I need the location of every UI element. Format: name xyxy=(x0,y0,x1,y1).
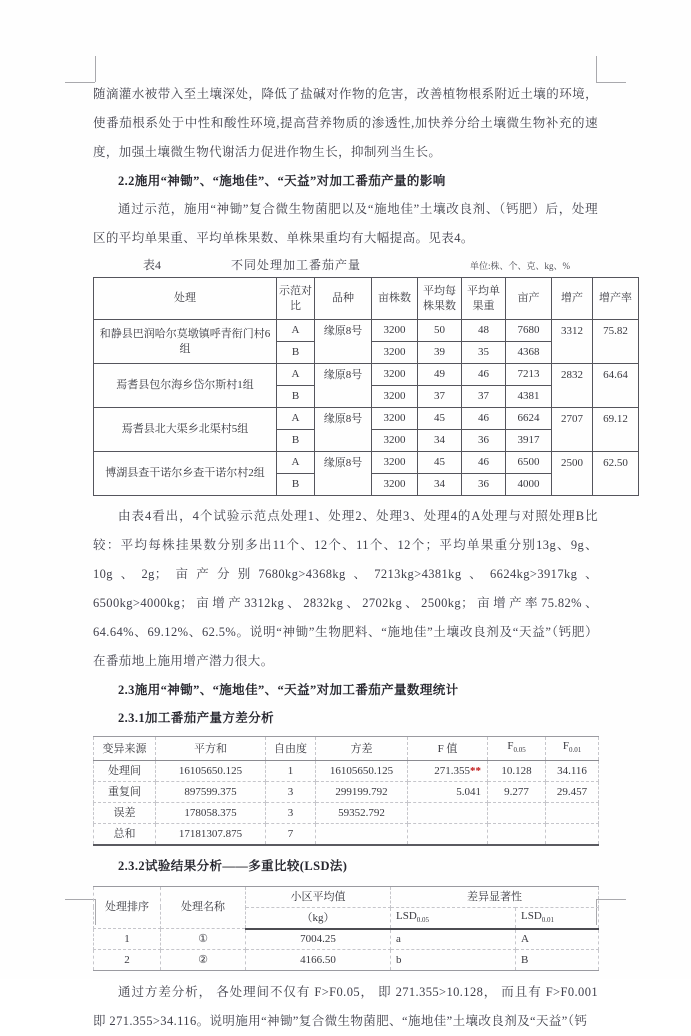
table4-yield: 4381 xyxy=(506,386,552,408)
anova-f xyxy=(408,824,488,845)
lsd-rank: 1 xyxy=(94,929,161,950)
table4-plants: 3200 xyxy=(372,408,418,430)
table-row xyxy=(94,950,599,971)
anova-df: 3 xyxy=(266,782,316,803)
anova-table xyxy=(93,736,599,846)
table4-location: 和静县巴润哈尔莫墩镇呼青衔门村6组 xyxy=(94,320,277,364)
table4-demo-label: A xyxy=(277,408,315,430)
anova-df: 3 xyxy=(266,803,316,824)
table-row xyxy=(94,364,639,386)
f-symbol: F xyxy=(507,740,514,753)
anova-header-df: 自由度 xyxy=(266,737,316,761)
table4-yield-table xyxy=(93,277,639,496)
lsd-mean: 7004.25 xyxy=(246,929,391,950)
table4-yield: 3917 xyxy=(506,430,552,452)
table4-rate: 75.82 xyxy=(593,320,639,364)
table4-plants: 3200 xyxy=(372,452,418,474)
table4-plants: 3200 xyxy=(372,364,418,386)
table-row xyxy=(94,761,599,782)
table4-yield: 6624 xyxy=(506,408,552,430)
lsd-header-kg-unit: （kg） xyxy=(246,907,391,929)
anova-f005: 9.277 xyxy=(488,782,546,803)
table4-demo-label: B xyxy=(277,386,315,408)
table4-fruits: 37 xyxy=(418,386,462,408)
table4-header-plants-per-mu: 亩株数 xyxy=(372,278,418,320)
table4-weight: 46 xyxy=(462,408,506,430)
table4-rate: 69.12 xyxy=(593,408,639,452)
table4-header-increase: 增产 xyxy=(552,278,593,320)
table4-plants: 3200 xyxy=(372,430,418,452)
f-symbol: F xyxy=(562,740,569,753)
lsd-sig005: b xyxy=(391,950,516,971)
lsd-header-significance: 差异显著性 xyxy=(391,886,599,907)
table4-weight: 37 xyxy=(462,386,506,408)
crop-mark-top-right-vertical xyxy=(596,56,597,82)
anova-header-f-value: F 值 xyxy=(408,737,488,761)
paragraph-demonstration: 通过示范，施用“神锄”复合微生物菌肥以及“施地佳”土壤改良剂、（钙肥）后，处理区的平均单果重、平均单株果数、单株果重均有大幅提高。见表4。 xyxy=(93,202,598,245)
table-row xyxy=(94,452,639,474)
table4-header-demo-vs-control: 示范对比 xyxy=(277,278,315,320)
anova-ss: 897599.375 xyxy=(156,782,266,803)
table4-fruits: 50 xyxy=(418,320,462,342)
heading-2-3-1: 2.3.1加工番茄产量方差分析 xyxy=(118,711,275,725)
anova-df: 7 xyxy=(266,824,316,845)
table4-increase: 2500 xyxy=(552,452,593,496)
anova-f005: 10.128 xyxy=(488,761,546,782)
lsd-header-lsd001 xyxy=(516,907,599,929)
table4-variety: 缘原8号 xyxy=(315,320,372,364)
anova-f xyxy=(408,761,488,782)
table4-demo-label: B xyxy=(277,342,315,364)
anova-ms: 16105650.125 xyxy=(316,761,408,782)
table-row xyxy=(94,929,599,950)
anova-f005 xyxy=(488,803,546,824)
table4-demo-label: A xyxy=(277,320,315,342)
anova-header-row xyxy=(94,737,599,761)
lsd-symbol: LSD xyxy=(396,909,417,922)
table4-header-treatment: 处理 xyxy=(94,278,277,320)
lsd-sig005: a xyxy=(391,929,516,950)
table4-location: 焉耆县包尔海乡岱尔斯村1组 xyxy=(94,364,277,408)
anova-header-variance: 方差 xyxy=(316,737,408,761)
anova-ms: 299199.792 xyxy=(316,782,408,803)
table4-yield: 7680 xyxy=(506,320,552,342)
significance-stars: ** xyxy=(470,765,481,777)
paragraph-conclusion: 通过方差分析， 各处理间不仅有 F>F0.05， 即 271.355>10.128， 而且有 F>F0.001 即 271.355>34.116。说明施用“神锄”复合微生物菌肥、“施地佳”土壤改良剂及“天益”（钙 xyxy=(93,985,598,1029)
lsd001-subscript: 0.01 xyxy=(541,915,555,924)
table4-increase: 2707 xyxy=(552,408,593,452)
table4-header-increase-rate: 增产率 xyxy=(593,278,639,320)
table4-fruits: 34 xyxy=(418,430,462,452)
anova-header-sum-of-squares: 平方和 xyxy=(156,737,266,761)
table4-weight: 36 xyxy=(462,474,506,496)
table-row xyxy=(94,803,599,824)
anova-source: 重复间 xyxy=(94,782,156,803)
anova-header-f001 xyxy=(546,737,599,761)
lsd-header-row-1 xyxy=(94,886,599,907)
table4-demo-label: A xyxy=(277,364,315,386)
table4-header-avg-fruits: 平均每株果数 xyxy=(418,278,462,320)
lsd-rank: 2 xyxy=(94,950,161,971)
table4-yield: 4368 xyxy=(506,342,552,364)
table4-fruits: 49 xyxy=(418,364,462,386)
table4-yield: 6500 xyxy=(506,452,552,474)
lsd-header-rank: 处理排序 xyxy=(94,886,161,929)
table4-header-avg-fruit-weight: 平均单果重 xyxy=(462,278,506,320)
table4-caption xyxy=(93,256,598,273)
lsd-sig001: A xyxy=(516,929,599,950)
lsd-table xyxy=(93,886,599,972)
table4-caption-title: 不同处理加工番茄产量 xyxy=(231,258,362,272)
lsd-header-treatment-name: 处理名称 xyxy=(161,886,246,929)
table4-plants: 3200 xyxy=(372,386,418,408)
anova-f: 5.041 xyxy=(408,782,488,803)
table4-caption-unit: 单位:株、个、克、kg、% xyxy=(470,261,570,271)
lsd-header-lsd005 xyxy=(391,907,516,929)
table4-rate: 64.64 xyxy=(593,364,639,408)
table4-rate: 62.50 xyxy=(593,452,639,496)
crop-mark-bottom-left-horizontal xyxy=(65,899,95,900)
table4-plants: 3200 xyxy=(372,320,418,342)
lsd-treatment-name: ① xyxy=(161,929,246,950)
table4-demo-label: A xyxy=(277,452,315,474)
heading-2-3: 2.3施用“神锄”、“施地佳”、“天益”对加工番茄产量数理统计 xyxy=(118,683,459,697)
f-value: 271.355 xyxy=(434,765,470,777)
table4-yield: 7213 xyxy=(506,364,552,386)
table4-weight: 36 xyxy=(462,430,506,452)
table4-caption-label: 表4 xyxy=(143,258,162,272)
f005-subscript: 0.05 xyxy=(513,746,526,755)
table4-increase: 2832 xyxy=(552,364,593,408)
table4-location: 焉耆县北大渠乡北渠村5组 xyxy=(94,408,277,452)
table4-weight: 35 xyxy=(462,342,506,364)
anova-f001 xyxy=(546,824,599,845)
crop-mark-top-right-horizontal xyxy=(596,82,626,83)
anova-ss: 178058.375 xyxy=(156,803,266,824)
table4-weight: 46 xyxy=(462,364,506,386)
anova-ms: 59352.792 xyxy=(316,803,408,824)
table4-demo-label: B xyxy=(277,430,315,452)
anova-f xyxy=(408,803,488,824)
anova-f001 xyxy=(546,803,599,824)
table4-fruits: 45 xyxy=(418,452,462,474)
anova-header-f005 xyxy=(488,737,546,761)
page-content xyxy=(93,80,632,1036)
table4-variety: 缘原8号 xyxy=(315,364,372,408)
table-row xyxy=(94,320,639,342)
lsd-symbol: LSD xyxy=(521,909,542,922)
table4-variety: 缘原8号 xyxy=(315,452,372,496)
lsd-sig001: B xyxy=(516,950,599,971)
heading-2-3-2: 2.3.2试验结果分析——多重比较(LSD法) xyxy=(118,858,348,873)
crop-mark-top-left-vertical xyxy=(95,56,96,82)
table-row xyxy=(94,782,599,803)
paragraph-results: 由表4看出，4个试验示范点处理1、处理2、处理3、处理4的A处理与对照处理B比较：平均每株挂果数分别多出11个、12个、11个、12个；平均单果重分别13g、9g、10g、2g；亩产分别7680kg>4368kg、7213kg>4381kg、6624kg>3917kg、6500kg>4000kg；亩增产3312kg、2832kg、2702kg、2500kg；亩增产率75.82%、64.64%、69.12%、62.5%。说明“神锄”生物肥料、“施地佳”土壤改良剂及“天益”（钙肥）在番茄地上施用增产潜力很大。 xyxy=(93,509,598,668)
table4-header-row xyxy=(94,278,639,320)
table4-yield: 4000 xyxy=(506,474,552,496)
table4-location: 博湖县查干诺尔乡查干诺尔村2组 xyxy=(94,452,277,496)
anova-f001: 34.116 xyxy=(546,761,599,782)
table4-weight: 46 xyxy=(462,452,506,474)
lsd005-subscript: 0.05 xyxy=(416,915,430,924)
paragraph-intro: 随滴灌水被带入至土壤深处，降低了盐碱对作物的危害，改善植物根系附近土壤的环境，使番茄根系处于中性和酸性环境,提高营养物质的渗透性,加快养分给土壤微生物补充的速度，加强土壤微生物代谢活力促进作物生长，抑制列当生长。 xyxy=(93,87,598,159)
crop-mark-top-left-horizontal xyxy=(65,82,95,83)
table4-fruits: 34 xyxy=(418,474,462,496)
table4-header-yield-per-mu: 亩产 xyxy=(506,278,552,320)
table-row xyxy=(94,408,639,430)
table4-increase: 3312 xyxy=(552,320,593,364)
anova-ss: 16105650.125 xyxy=(156,761,266,782)
anova-header-source: 变异来源 xyxy=(94,737,156,761)
table-row xyxy=(94,824,599,845)
anova-source: 误差 xyxy=(94,803,156,824)
anova-source: 处理间 xyxy=(94,761,156,782)
table4-demo-label: B xyxy=(277,474,315,496)
lsd-mean: 4166.50 xyxy=(246,950,391,971)
table4-variety: 缘原8号 xyxy=(315,408,372,452)
crop-mark-bottom-right-horizontal xyxy=(596,899,626,900)
table4-fruits: 39 xyxy=(418,342,462,364)
anova-df: 1 xyxy=(266,761,316,782)
f001-subscript: 0.01 xyxy=(568,746,582,755)
anova-f001: 29.457 xyxy=(546,782,599,803)
table4-header-variety: 品种 xyxy=(315,278,372,320)
heading-2-2: 2.2施用“神锄”、“施地佳”、“天益”对加工番茄产量的影响 xyxy=(118,174,446,188)
anova-ms xyxy=(316,824,408,845)
lsd-treatment-name: ② xyxy=(161,950,246,971)
table4-weight: 48 xyxy=(462,320,506,342)
table4-fruits: 45 xyxy=(418,408,462,430)
anova-f005 xyxy=(488,824,546,845)
anova-source: 总和 xyxy=(94,824,156,845)
table4-plants: 3200 xyxy=(372,342,418,364)
table4-plants: 3200 xyxy=(372,474,418,496)
anova-ss: 17181307.875 xyxy=(156,824,266,845)
lsd-header-plot-mean: 小区平均值 xyxy=(246,886,391,907)
